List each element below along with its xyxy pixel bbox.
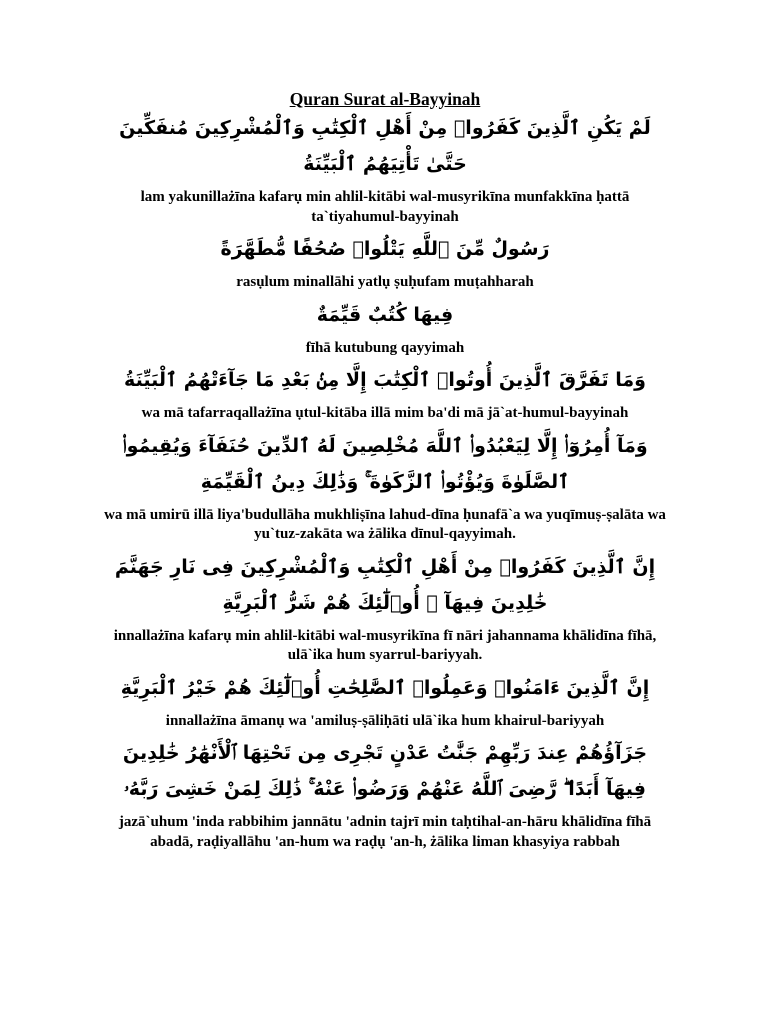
verse-arabic: إِنَّ ٱلَّذِينَ كَفَرُوا۟ مِنْ أَهْلِ ٱلْكِتَٰبِ وَٱلْمُشْرِكِينَ فِى نَارِ جَهَنَّمَ خَٰلِدِينَ فِيهَآ ۚ أُو۟لَٰٓئِكَ هُمْ شَرُّ ٱلْبَرِيَّةِ [114,555,656,614]
verse-arabic: فِيهَا كُتُبٌ قَيِّمَةٌ [316,303,454,326]
verse-transliteration: wa mā umirū illā liya'budullāha mukhliṣīna lahud-dīna ḥunafā`a wa yuqīmuṣ-ṣalāta wa yu`tuz-zakāta wa żālika dīnul-qayyimah. [104,506,666,542]
verse-transliteration: jazā`uhum 'inda rabbihim jannātu 'adnin tajrī min taḥtihal-an-hāru khālidīna fīhā abadā, raḍiyallāhu 'an-hum wa raḍụ 'an-h, żālika liman khasyiya rabbah [118,814,652,850]
verse-transliteration: innallażīna āmanụ wa 'amiluṣ-ṣāliḥāti ulā`ika hum khairul-bariyyah [165,712,605,729]
verse-transliteration: rasụlum minallāhi yatlụ ṣuḥufam muṭahharah [236,274,534,290]
verse-arabic: جَزَآؤُهُمْ عِندَ رَبِّهِمْ جَنَّٰتُ عَدْنٍ تَجْرِى مِن تَحْتِهَا ٱلْأَنْهَٰرُ خَٰلِدِينَ فِيهَآ أَبَدًا ۖ رَّضِىَ ٱللَّهُ عَنْهُمْ وَرَضُوا۟ عَنْهُ ۚ ذَٰلِكَ لِمَنْ خَشِىَ رَبَّهُۥ [122,742,648,800]
verse-2 [100,231,670,293]
verse-transliteration: innallażīna kafarụ min ahlil-kitābi wal-musyrikīna fī nāri jahannama khālidīna fīhā, ulā`ika hum syarrul-bariyyah. [113,627,657,663]
verse-1 [100,110,670,227]
verse-transliteration: lam yakunillażīna kafarụ min ahlil-kitābi wal-musyrikīna munfakkīna ḥattā ta`tiyahumul-bayyinah [140,189,630,225]
verse-arabic: لَمْ يَكُنِ ٱلَّذِينَ كَفَرُوا۟ مِنْ أَهْلِ ٱلْكِتَٰبِ وَٱلْمُشْرِكِينَ مُنفَكِّينَ حَتَّىٰ تَأْتِيَهُمُ ٱلْبَيِّنَةُ [119,117,651,175]
verse-arabic: وَمَا تَفَرَّقَ ٱلَّذِينَ أُوتُوا۟ ٱلْكِتَٰبَ إِلَّا مِنۢ بَعْدِ مَا جَآءَتْهُمُ ٱلْبَيِّنَةُ [124,369,646,391]
document-title: Quran Surat al-Bayyinah [289,89,481,109]
verse-transliteration: wa mā tafarraqallażīna ụtul-kitāba illā mim ba'di mā jā`at-humul-bayyinah [141,405,629,421]
verse-6 [100,549,670,666]
verse-arabic: إِنَّ ٱلَّذِينَ ءَامَنُوا۟ وَعَمِلُوا۟ ٱلصَّٰلِحَٰتِ أُو۟لَٰٓئِكَ هُمْ خَيْرُ ٱلْبَرِيَّةِ [120,676,650,699]
verse-transliteration: fīhā kutubung qayyimah [305,339,465,356]
verse-7 [100,670,670,732]
verse-3 [100,297,670,359]
document-page [100,88,670,852]
verse-5 [100,428,670,545]
verse-4 [100,362,670,424]
verse-arabic: رَسُولٌ مِّنَ ٱللَّهِ يَتْلُوا۟ صُحُفًا مُّطَهَّرَةً [220,238,550,260]
verse-arabic: وَمَآ أُمِرُوٓا۟ إِلَّا لِيَعْبُدُوا۟ ٱللَّهَ مُخْلِصِينَ لَهُ ٱلدِّينَ حُنَفَآءَ وَيُقِيمُوا۟ ٱلصَّلَوٰةَ وَيُؤْتُوا۟ ٱلزَّكَوٰةَ ۚ وَذَٰلِكَ دِينُ ٱلْقَيِّمَةِ [122,434,648,493]
verse-8 [100,735,670,852]
